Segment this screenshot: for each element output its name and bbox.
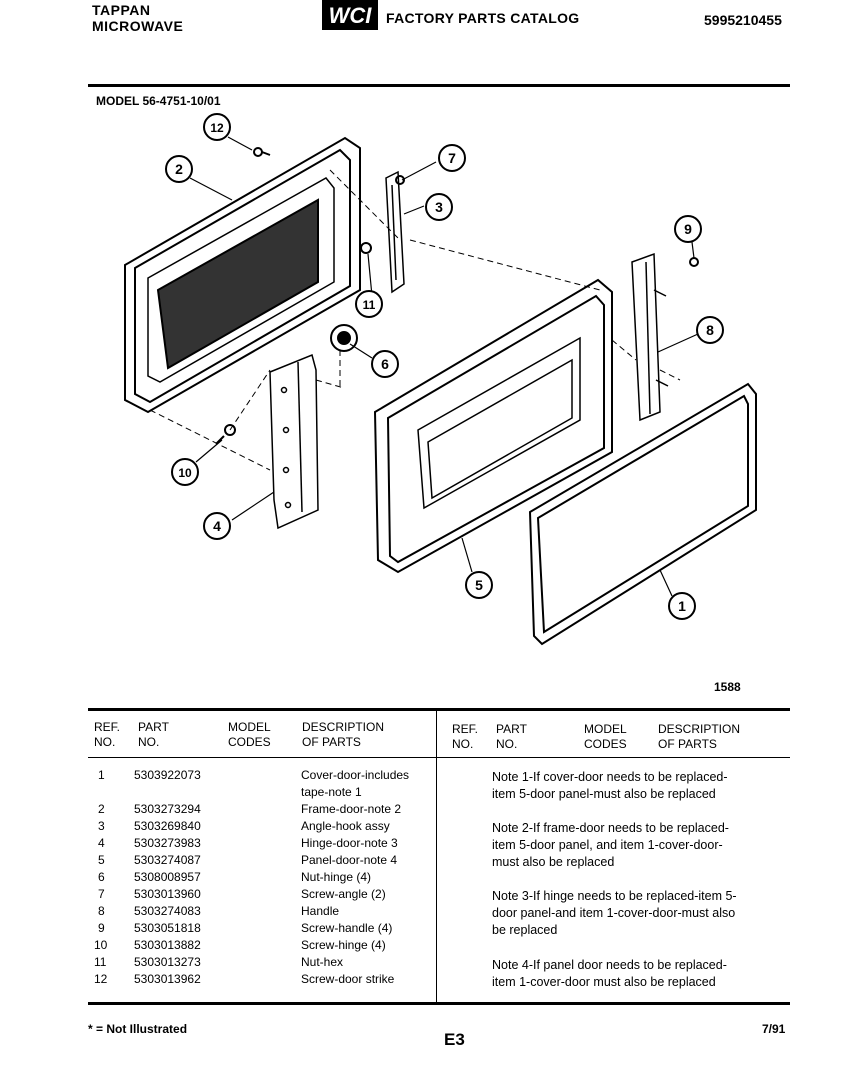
table-row: 7 5303013960 Screw-angle (2) (98, 887, 386, 901)
note-3: Note 3-If hinge needs to be replaced-item 5- door panel-and item 1-cover-door-must also be replaced (492, 889, 737, 937)
figure-number: 1588 (714, 680, 741, 694)
frame-door-part (125, 138, 360, 412)
model-label: MODEL 56-4751-10/01 (96, 94, 221, 108)
parts-list (94, 767, 436, 988)
callout-label-11: 11 (362, 298, 376, 312)
table-row: 11 5303013273 Nut-hex (94, 955, 344, 969)
logo-text: WCI (328, 3, 372, 28)
callout-label-6: 6 (381, 356, 389, 372)
handle-part (632, 254, 668, 420)
callout-label-5: 5 (475, 577, 483, 593)
screw-handle-part (690, 258, 698, 266)
callout-label-4: 4 (213, 518, 221, 534)
angle-hook-part (386, 172, 404, 292)
table-row-continuation: tape-note 1 (301, 785, 362, 799)
brand-line-1: TAPPAN (92, 2, 151, 18)
nut-hinge-part (331, 325, 357, 351)
header-description: DESCRIPTION OF PARTS (302, 720, 385, 749)
table-row: 9 5303051818 Screw-handle (4) (98, 921, 393, 935)
catalog-code: 5995210455 (704, 12, 782, 28)
callout-label-2: 2 (175, 161, 183, 177)
callout-label-10: 10 (178, 466, 192, 480)
screw-hinge-part (216, 425, 235, 444)
callout-label-1: 1 (678, 598, 686, 614)
header-model-codes: MODEL CODES (228, 720, 271, 749)
table-row: 5 5303274087 Panel-door-note 4 (98, 853, 398, 867)
nut-hex-part (361, 243, 371, 253)
revision-date: 7/91 (762, 1022, 786, 1036)
header-model-codes-right: MODEL CODES (584, 722, 627, 751)
callout-label-7: 7 (448, 150, 456, 166)
note-1: Note 1-If cover-door needs to be replaced- item 5-door panel-must also be replaced (492, 770, 728, 801)
callout-label-3: 3 (435, 199, 443, 215)
header-underline (88, 757, 790, 758)
header-part-no-right: PART NO. (496, 722, 527, 751)
brand-line-2: MICROWAVE (92, 18, 184, 34)
page-number: E3 (444, 1030, 465, 1049)
table-column-divider (436, 710, 437, 1002)
table-bottom-rule (88, 1002, 790, 1005)
callout-label-12: 12 (210, 121, 224, 135)
table-row: 12 5303013962 Screw-door strike (94, 972, 395, 986)
screw-door-strike-part (254, 148, 270, 156)
table-row: 4 5303273983 Hinge-door-note 3 (98, 836, 398, 850)
note-2: Note 2-If frame-door needs to be replaced- item 5-door panel, and item 1-cover-door- must also be replaced (492, 821, 729, 869)
not-illustrated-legend: * = Not Illustrated (88, 1022, 188, 1036)
table-row: 6 5308008957 Nut-hinge (4) (98, 870, 372, 884)
catalog-title: FACTORY PARTS CATALOG (386, 10, 580, 26)
header-ref-no-right: REF. NO. (452, 722, 479, 751)
header-description-right: DESCRIPTION OF PARTS (658, 722, 741, 751)
table-row: 8 5303274083 Handle (98, 904, 340, 918)
header-ref-no: REF. NO. (94, 720, 121, 749)
table-row: 2 5303273294 Frame-door-note 2 (98, 802, 402, 816)
callout-label-9: 9 (684, 221, 692, 237)
table-row: 10 5303013882 Screw-hinge (4) (94, 938, 386, 952)
table-top-rule (88, 708, 790, 711)
note-4: Note 4-If panel door needs to be replaced- item 1-cover-door must also be replaced (492, 958, 727, 989)
table-row: 3 5303269840 Angle-hook assy (98, 819, 390, 833)
callout-label-8: 8 (706, 322, 714, 338)
hinge-door-part (270, 355, 318, 528)
table-row: 1 5303922073 Cover-door-includes (98, 768, 410, 782)
header-part-no: PART NO. (138, 720, 169, 749)
